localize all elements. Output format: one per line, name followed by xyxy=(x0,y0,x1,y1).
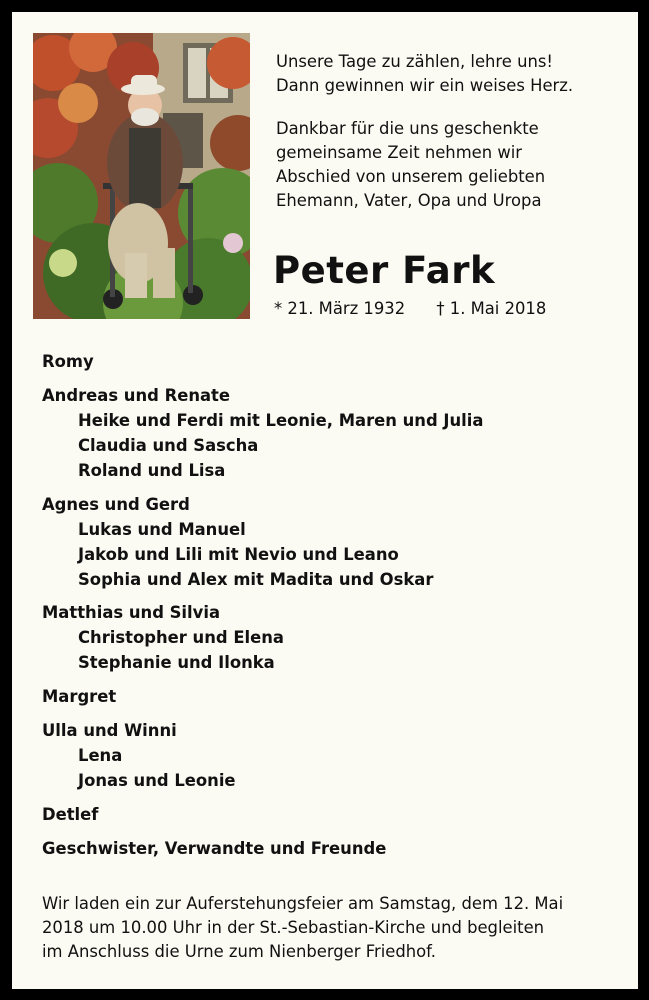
family-group xyxy=(42,600,622,675)
family-main: Matthias und Silvia xyxy=(42,603,221,623)
farewell-line: Abschied von unserem geliebten xyxy=(276,167,546,186)
family-group xyxy=(42,684,622,709)
family-sub: Claudia und Sascha xyxy=(78,435,259,455)
family-main: Agnes und Gerd xyxy=(42,494,190,514)
family-sub: Lukas und Manuel xyxy=(78,519,246,539)
family-group xyxy=(42,383,622,483)
family-sub: Roland und Lisa xyxy=(78,460,226,480)
verse-block xyxy=(276,50,626,213)
family-main: Detlef xyxy=(42,804,99,824)
family-group xyxy=(42,802,622,827)
family-main: Geschwister, Verwandte und Freunde xyxy=(42,838,387,858)
family-sub: Sophia und Alex mit Madita und Oskar xyxy=(78,569,434,589)
verse-line: Unsere Tage zu zählen, lehre uns! xyxy=(276,52,553,71)
family-sub: Lena xyxy=(78,745,123,765)
family-main: Andreas und Renate xyxy=(42,385,231,405)
ceremony-notice xyxy=(42,892,632,964)
family-group xyxy=(42,836,622,861)
family-main: Margret xyxy=(42,687,117,707)
life-dates xyxy=(274,299,546,318)
birth-date: * 21. März 1932 xyxy=(274,299,406,318)
closing-line: 2018 um 10.00 Uhr in der St.-Sebastian-Kirche und begleiten xyxy=(42,918,545,937)
farewell-line: Dankbar für die uns geschenkte xyxy=(276,119,539,138)
farewell-line: Ehemann, Vater, Opa und Uropa xyxy=(276,191,542,210)
death-date: † 1. Mai 2018 xyxy=(436,299,547,318)
family-sub: Heike und Ferdi mit Leonie, Maren und Julia xyxy=(78,410,484,430)
family-group xyxy=(42,492,622,592)
family-sub: Stephanie und Ilonka xyxy=(78,653,275,673)
farewell-line: gemeinsame Zeit nehmen wir xyxy=(276,143,523,162)
closing-line: Wir laden ein zur Auferstehungsfeier am Samstag, dem 12. Mai xyxy=(42,894,564,913)
obituary-card xyxy=(12,12,638,989)
family-group xyxy=(42,349,622,374)
closing-line: im Anschluss die Urne zum Nienberger Friedhof. xyxy=(42,942,436,961)
family-group xyxy=(42,718,622,793)
family-sub: Jonas und Leonie xyxy=(78,770,236,790)
deceased-name: Peter Fark xyxy=(273,249,496,292)
mourners-list xyxy=(42,349,622,869)
family-main: Ulla und Winni xyxy=(42,720,177,740)
portrait-photo xyxy=(33,33,250,319)
family-main: Romy xyxy=(42,352,94,371)
family-sub: Jakob und Lili mit Nevio und Leano xyxy=(78,544,399,564)
verse-line: Dann gewinnen wir ein weises Herz. xyxy=(276,76,574,95)
family-sub: Christopher und Elena xyxy=(78,628,284,648)
